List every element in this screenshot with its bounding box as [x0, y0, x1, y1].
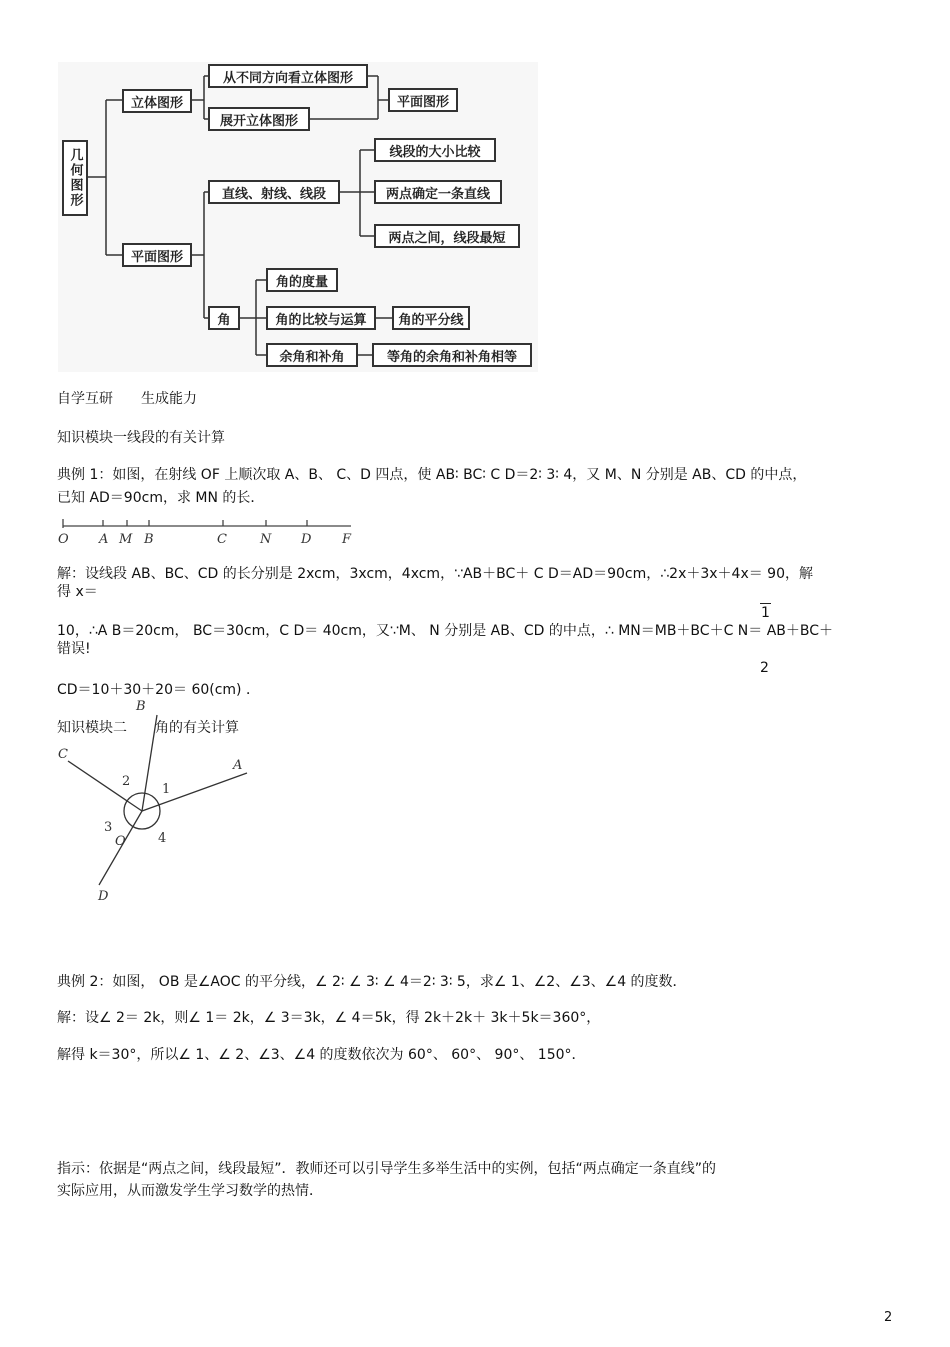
- mindmap-lines: 直线、射线、线段: [208, 180, 340, 204]
- angle-number-3: 3: [104, 820, 113, 835]
- solution1-line3: 10，∴A B＝20cm， BC＝30cm，C D＝ 40cm，又∵M、 N 分别是 AB、CD 的中点，∴ MN＝MB＋BC＋C N＝ AB＋BC＋: [57, 623, 834, 639]
- hint-line2: 实际应用，从而激发学生学习数学的热情．: [57, 1183, 323, 1199]
- angle-number-1: 1: [162, 782, 171, 797]
- point-O: O: [58, 532, 69, 547]
- mindmap-angle-measure: 角的度量: [266, 268, 338, 292]
- solution1-line4: 错误!: [57, 641, 91, 657]
- mindmap-comp-supp: 余角和补角: [266, 343, 358, 367]
- angle-label-A: A: [233, 758, 243, 773]
- module1-heading: 知识模块一线段的有关计算: [57, 430, 225, 446]
- mindmap-solid: 立体图形: [122, 89, 192, 113]
- solution1-line2: 得 x＝: [57, 584, 98, 600]
- mindmap-bisector: 角的平分线: [392, 306, 470, 330]
- point-C: C: [217, 532, 227, 547]
- point-M: M: [119, 532, 133, 547]
- angle-label-O: O: [115, 834, 126, 849]
- angle-figure: [50, 697, 260, 907]
- angle-number-4: 4: [158, 831, 167, 846]
- segment-figure: [55, 516, 365, 550]
- concept-map: [58, 62, 538, 372]
- solution2-line1: 解：设∠ 2＝ 2k，则∠ 1＝ 2k，∠ 3＝3k，∠ 4＝5k，得 2k＋2k＋ 3k＋5k＝360°，: [57, 1010, 601, 1026]
- example2: 典例 2：如图， OB 是∠AOC 的平分线，∠ 2∶ ∠ 3∶ ∠ 4＝2∶ 3∶ 5，求∠ 1、∠2、∠3、∠4 的度数．: [57, 974, 687, 990]
- mindmap-seg-compare: 线段的大小比较: [374, 138, 496, 162]
- fraction-numerator: 1: [761, 605, 770, 621]
- mindmap-equal-comp: 等角的余角和补角相等: [372, 343, 532, 367]
- mindmap-unfold: 展开立体图形: [208, 107, 310, 131]
- point-D: D: [301, 532, 312, 547]
- module2-heading: 知识模块二 角的有关计算: [57, 720, 239, 736]
- mindmap-plane-from-solid: 平面图形: [388, 88, 458, 112]
- point-A: A: [99, 532, 109, 547]
- hint-line1: 指示：依据是“两点之间，线段最短”．教师还可以引导学生多举生活中的实例，包括“两点确定一条直线”的: [57, 1161, 717, 1177]
- mindmap-plane: 平面图形: [122, 243, 192, 267]
- point-F: F: [342, 532, 352, 547]
- angle-number-2: 2: [122, 774, 131, 789]
- page-number: 2: [884, 1310, 893, 1325]
- example1-line2: 已知 AD＝90cm，求 MN 的长．: [57, 490, 265, 506]
- section-title: 自学互研 生成能力: [57, 391, 197, 407]
- angle-label-C: C: [58, 747, 68, 762]
- fraction-denominator: 2: [760, 660, 769, 676]
- solution1-line5: CD＝10＋30＋20＝ 60(cm) ．: [57, 682, 260, 698]
- mindmap-angle: 角: [208, 306, 240, 330]
- mindmap-shortest: 两点之间，线段最短: [374, 224, 520, 248]
- angle-label-B: B: [136, 699, 146, 714]
- mindmap-two-points-line: 两点确定一条直线: [374, 180, 502, 204]
- angle-label-D: D: [98, 889, 109, 904]
- mindmap-view-directions: 从不同方向看立体图形: [208, 64, 368, 88]
- solution2-line2: 解得 k＝30°，所以∠ 1、∠ 2、∠3、∠4 的度数依次为 60°、 60°、 90°、 150°．: [57, 1047, 586, 1063]
- example1-line1: 典例 1：如图，在射线 OF 上顺次取 A、B、 C、D 四点，使 AB∶ BC∶ C D＝2∶ 3∶ 4，又 M、N 分别是 AB、CD 的中点，: [57, 467, 807, 483]
- point-N: N: [260, 532, 272, 547]
- mindmap-angle-compare: 角的比较与运算: [266, 306, 376, 330]
- point-B: B: [144, 532, 154, 547]
- solution1-line1: 解：设线段 AB、BC、CD 的长分别是 2xcm，3xcm，4xcm，∵AB＋BC＋ C D＝AD＝90cm，∴2x＋3x＋4x＝ 90，解: [57, 566, 813, 582]
- mindmap-root: 几何图形: [62, 140, 88, 216]
